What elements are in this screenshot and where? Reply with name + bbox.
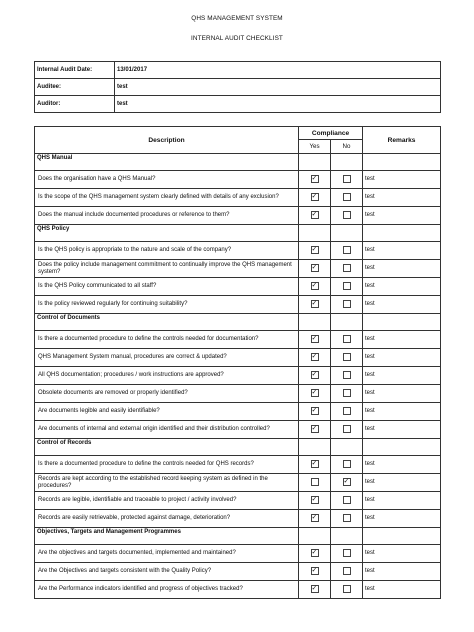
no-cell bbox=[331, 581, 363, 599]
question-text: Obsolete documents are removed or properly identified? bbox=[35, 385, 299, 403]
checklist-row bbox=[35, 260, 441, 278]
yes-cell bbox=[299, 456, 331, 474]
checklist-row bbox=[35, 510, 441, 528]
checklist-row bbox=[35, 492, 441, 510]
yes-cell bbox=[299, 421, 331, 439]
empty-cell bbox=[331, 154, 363, 171]
yes-cell bbox=[299, 474, 331, 492]
audit-checklist-table bbox=[34, 126, 441, 599]
remark-cell[interactable]: test bbox=[363, 278, 441, 296]
question-text: Are the Performance indicators identified and progress of objectives tracked? bbox=[35, 581, 299, 599]
audit-date-row bbox=[35, 62, 441, 79]
yes-checkbox[interactable] bbox=[311, 460, 319, 468]
no-checkbox[interactable] bbox=[343, 460, 351, 468]
remark-cell[interactable]: test bbox=[363, 474, 441, 492]
no-cell bbox=[331, 474, 363, 492]
no-checkbox[interactable] bbox=[343, 193, 351, 201]
no-cell bbox=[331, 296, 363, 314]
yes-checkbox[interactable] bbox=[311, 371, 319, 379]
no-cell bbox=[331, 456, 363, 474]
yes-checkbox[interactable] bbox=[311, 282, 319, 290]
auditee-value[interactable]: test bbox=[115, 79, 441, 96]
no-cell bbox=[331, 189, 363, 207]
yes-cell bbox=[299, 260, 331, 278]
section-row bbox=[35, 528, 441, 545]
no-checkbox[interactable] bbox=[343, 407, 351, 415]
no-cell bbox=[331, 242, 363, 260]
no-checkbox[interactable] bbox=[343, 585, 351, 593]
empty-cell bbox=[363, 439, 441, 456]
yes-checkbox[interactable] bbox=[311, 496, 319, 504]
checklist-row bbox=[35, 242, 441, 260]
question-text: Are documents of internal and external origin identified and their distribution controlled? bbox=[35, 421, 299, 439]
question-text: Is the scope of the QHS management system clearly defined with details of any exclusion? bbox=[35, 189, 299, 207]
no-cell bbox=[331, 385, 363, 403]
yes-cell bbox=[299, 242, 331, 260]
no-cell bbox=[331, 492, 363, 510]
question-text: Does the policy include management commitment to continually improve the QHS management system? bbox=[35, 260, 299, 278]
yes-cell bbox=[299, 189, 331, 207]
checklist-row bbox=[35, 581, 441, 599]
no-cell bbox=[331, 563, 363, 581]
yes-checkbox[interactable] bbox=[311, 514, 319, 522]
section-row bbox=[35, 314, 441, 331]
question-text: Records are easily retrievable, protected against damage, deterioration? bbox=[35, 510, 299, 528]
remark-cell[interactable]: test bbox=[363, 349, 441, 367]
section-heading: QHS Policy bbox=[35, 225, 299, 242]
question-text: Does the manual include documented procedures or reference to them? bbox=[35, 207, 299, 225]
checklist-row bbox=[35, 367, 441, 385]
no-checkbox[interactable] bbox=[343, 389, 351, 397]
checklist-body bbox=[35, 127, 441, 599]
yes-cell bbox=[299, 349, 331, 367]
yes-cell bbox=[299, 492, 331, 510]
no-checkbox[interactable] bbox=[343, 496, 351, 504]
yes-cell bbox=[299, 331, 331, 349]
no-checkbox[interactable] bbox=[343, 282, 351, 290]
remark-cell[interactable]: test bbox=[363, 189, 441, 207]
remark-cell[interactable]: test bbox=[363, 296, 441, 314]
remark-cell[interactable]: test bbox=[363, 207, 441, 225]
no-cell bbox=[331, 510, 363, 528]
compliance-header: Compliance bbox=[299, 127, 363, 140]
yes-checkbox[interactable] bbox=[311, 264, 319, 272]
checklist-row bbox=[35, 403, 441, 421]
no-checkbox[interactable] bbox=[343, 478, 351, 486]
section-row bbox=[35, 154, 441, 171]
yes-cell bbox=[299, 581, 331, 599]
no-checkbox[interactable] bbox=[343, 264, 351, 272]
yes-checkbox[interactable] bbox=[311, 585, 319, 593]
checklist-row bbox=[35, 349, 441, 367]
yes-cell bbox=[299, 510, 331, 528]
empty-cell bbox=[331, 439, 363, 456]
yes-checkbox[interactable] bbox=[311, 407, 319, 415]
no-checkbox[interactable] bbox=[343, 567, 351, 575]
empty-cell bbox=[299, 225, 331, 242]
no-cell bbox=[331, 367, 363, 385]
yes-cell bbox=[299, 367, 331, 385]
remark-cell[interactable]: test bbox=[363, 421, 441, 439]
remark-cell[interactable]: test bbox=[363, 242, 441, 260]
checklist-row bbox=[35, 563, 441, 581]
checklist-row bbox=[35, 421, 441, 439]
yes-checkbox[interactable] bbox=[311, 549, 319, 557]
yes-checkbox[interactable] bbox=[311, 300, 319, 308]
remark-cell[interactable]: test bbox=[363, 510, 441, 528]
yes-cell bbox=[299, 296, 331, 314]
no-checkbox[interactable] bbox=[343, 514, 351, 522]
yes-checkbox[interactable] bbox=[311, 246, 319, 254]
yes-checkbox[interactable] bbox=[311, 478, 319, 486]
empty-cell bbox=[363, 528, 441, 545]
yes-checkbox[interactable] bbox=[311, 193, 319, 201]
remark-cell[interactable]: test bbox=[363, 260, 441, 278]
no-checkbox[interactable] bbox=[343, 175, 351, 183]
no-cell bbox=[331, 331, 363, 349]
yes-cell bbox=[299, 385, 331, 403]
checklist-row bbox=[35, 189, 441, 207]
section-row bbox=[35, 225, 441, 242]
remark-cell[interactable]: test bbox=[363, 492, 441, 510]
no-checkbox[interactable] bbox=[343, 300, 351, 308]
question-text: Records are kept according to the established record keeping system as defined in the procedures? bbox=[35, 474, 299, 492]
no-cell bbox=[331, 403, 363, 421]
no-checkbox[interactable] bbox=[343, 371, 351, 379]
auditee-row bbox=[35, 79, 441, 96]
audit-date-label: Internal Audit Date: bbox=[35, 62, 115, 79]
remark-cell[interactable]: test bbox=[363, 456, 441, 474]
checklist-row bbox=[35, 545, 441, 563]
no-cell bbox=[331, 278, 363, 296]
remarks-header: Remarks bbox=[363, 127, 441, 154]
section-heading: Objectives, Targets and Management Programmes bbox=[35, 528, 299, 545]
question-text: Is the policy reviewed regularly for continuing suitability? bbox=[35, 296, 299, 314]
yes-checkbox[interactable] bbox=[311, 175, 319, 183]
checklist-row bbox=[35, 456, 441, 474]
auditee-label: Auditee: bbox=[35, 79, 115, 96]
question-text: Are documents legible and easily identifiable? bbox=[35, 403, 299, 421]
auditor-value[interactable]: test bbox=[115, 96, 441, 113]
section-heading: QHS Manual bbox=[35, 154, 299, 171]
description-header: Description bbox=[35, 127, 299, 154]
no-checkbox[interactable] bbox=[343, 246, 351, 254]
section-heading: Control of Records bbox=[35, 439, 299, 456]
remark-cell[interactable]: test bbox=[363, 545, 441, 563]
no-header: No bbox=[331, 140, 363, 154]
yes-cell bbox=[299, 403, 331, 421]
checklist-row bbox=[35, 207, 441, 225]
yes-cell bbox=[299, 207, 331, 225]
no-checkbox[interactable] bbox=[343, 353, 351, 361]
question-text: QHS Management System manual, procedures are correct & updated? bbox=[35, 349, 299, 367]
no-cell bbox=[331, 260, 363, 278]
document-title: QHS MANAGEMENT SYSTEM bbox=[191, 15, 283, 22]
no-checkbox[interactable] bbox=[343, 211, 351, 219]
question-text: Records are legible, identifiable and traceable to project / activity involved? bbox=[35, 492, 299, 510]
no-cell bbox=[331, 207, 363, 225]
remark-cell[interactable]: test bbox=[363, 331, 441, 349]
remark-cell[interactable]: test bbox=[363, 403, 441, 421]
empty-cell bbox=[331, 314, 363, 331]
question-text: Is there a documented procedure to define the controls needed for QHS records? bbox=[35, 456, 299, 474]
yes-header: Yes bbox=[299, 140, 331, 154]
no-cell bbox=[331, 421, 363, 439]
no-checkbox[interactable] bbox=[343, 549, 351, 557]
yes-cell bbox=[299, 563, 331, 581]
yes-checkbox[interactable] bbox=[311, 211, 319, 219]
checklist-row bbox=[35, 331, 441, 349]
question-text: Does the organisation have a QHS Manual? bbox=[35, 171, 299, 189]
section-heading: Control of Documents bbox=[35, 314, 299, 331]
checklist-row bbox=[35, 385, 441, 403]
yes-checkbox[interactable] bbox=[311, 335, 319, 343]
no-cell bbox=[331, 349, 363, 367]
yes-checkbox[interactable] bbox=[311, 567, 319, 575]
yes-cell bbox=[299, 171, 331, 189]
question-text: Is there a documented procedure to define the controls needed for documentation? bbox=[35, 331, 299, 349]
yes-cell bbox=[299, 278, 331, 296]
auditor-label: Auditor: bbox=[35, 96, 115, 113]
document-subtitle: INTERNAL AUDIT CHECKLIST bbox=[191, 35, 283, 42]
empty-cell bbox=[363, 225, 441, 242]
checklist-row bbox=[35, 171, 441, 189]
checklist-row bbox=[35, 296, 441, 314]
question-text: Are the Objectives and targets consistent with the Quality Policy? bbox=[35, 563, 299, 581]
empty-cell bbox=[299, 154, 331, 171]
remark-cell[interactable]: test bbox=[363, 367, 441, 385]
yes-checkbox[interactable] bbox=[311, 425, 319, 433]
yes-cell bbox=[299, 545, 331, 563]
empty-cell bbox=[331, 225, 363, 242]
remark-cell[interactable]: test bbox=[363, 581, 441, 599]
remark-cell[interactable]: test bbox=[363, 563, 441, 581]
no-cell bbox=[331, 545, 363, 563]
empty-cell bbox=[331, 528, 363, 545]
empty-cell bbox=[363, 314, 441, 331]
question-text: Is the QHS policy is appropriate to the nature and scale of the company? bbox=[35, 242, 299, 260]
yes-checkbox[interactable] bbox=[311, 389, 319, 397]
empty-cell bbox=[299, 439, 331, 456]
no-cell bbox=[331, 171, 363, 189]
audit-info-table bbox=[34, 61, 441, 113]
yes-checkbox[interactable] bbox=[311, 353, 319, 361]
no-checkbox[interactable] bbox=[343, 425, 351, 433]
checklist-row bbox=[35, 278, 441, 296]
question-text: All QHS documentation; procedures / work instructions are approved? bbox=[35, 367, 299, 385]
question-text: Are the objectives and targets documented, implemented and maintained? bbox=[35, 545, 299, 563]
remark-cell[interactable]: test bbox=[363, 385, 441, 403]
audit-date-value[interactable]: 13/01/2017 bbox=[115, 62, 441, 79]
empty-cell bbox=[363, 154, 441, 171]
header-row bbox=[35, 127, 441, 140]
auditor-row bbox=[35, 96, 441, 113]
checklist-row bbox=[35, 474, 441, 492]
empty-cell bbox=[299, 314, 331, 331]
no-checkbox[interactable] bbox=[343, 335, 351, 343]
empty-cell bbox=[299, 528, 331, 545]
remark-cell[interactable]: test bbox=[363, 171, 441, 189]
section-row bbox=[35, 439, 441, 456]
question-text: Is the QHS Policy communicated to all staff? bbox=[35, 278, 299, 296]
